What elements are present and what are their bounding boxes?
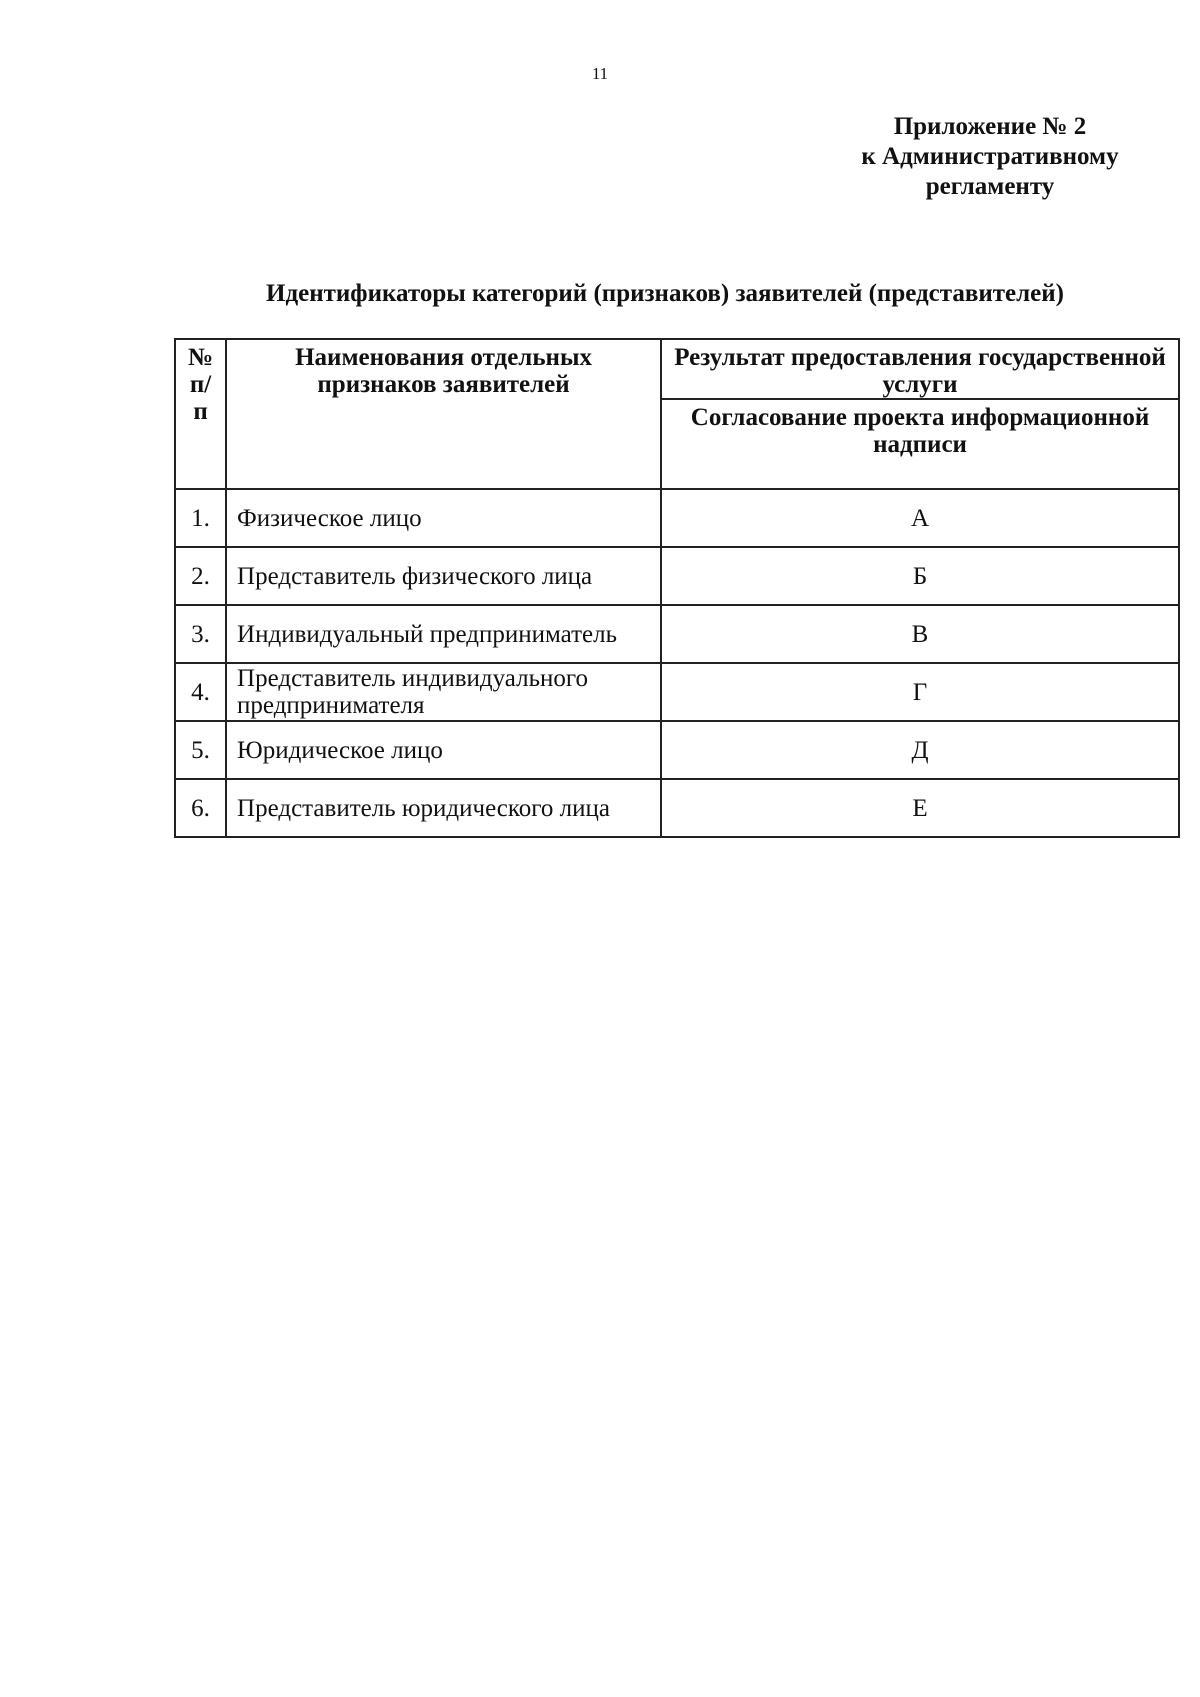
row-number: 6. bbox=[175, 779, 226, 837]
row-name: Представитель индивидуального предпринимателя bbox=[226, 663, 661, 721]
table-row bbox=[175, 489, 1179, 547]
header-result: Результат предоставления государственной услуги bbox=[661, 339, 1179, 399]
row-code: Д bbox=[661, 721, 1179, 779]
row-code: А bbox=[661, 489, 1179, 547]
header-result-sub: Согласование проекта информационной надписи bbox=[661, 399, 1179, 489]
table-row bbox=[175, 605, 1179, 663]
page-number: 11 bbox=[591, 64, 609, 83]
appendix-line-1: Приложение № 2 bbox=[893, 113, 1087, 140]
row-number: 2. bbox=[175, 547, 226, 605]
row-name: Представитель физического лица bbox=[226, 547, 661, 605]
table-row bbox=[175, 779, 1179, 837]
row-code: В bbox=[661, 605, 1179, 663]
row-number: 5. bbox=[175, 721, 226, 779]
header-number: № п/п bbox=[175, 339, 226, 489]
appendix-line-3: регламенту bbox=[925, 173, 1055, 200]
row-name: Индивидуальный предприниматель bbox=[226, 605, 661, 663]
row-name: Юридическое лицо bbox=[226, 721, 661, 779]
table-row bbox=[175, 663, 1179, 721]
appendix-header bbox=[840, 112, 1140, 202]
appendix-line-2: к Административному bbox=[861, 143, 1119, 170]
row-number: 4. bbox=[175, 663, 226, 721]
header-name: Наименования отдельных признаков заявителей bbox=[226, 339, 661, 489]
row-code: Б bbox=[661, 547, 1179, 605]
row-code: Е bbox=[661, 779, 1179, 837]
row-number: 3. bbox=[175, 605, 226, 663]
row-number: 1. bbox=[175, 489, 226, 547]
table-row bbox=[175, 721, 1179, 779]
table-header-row bbox=[175, 339, 1179, 399]
row-code: Г bbox=[661, 663, 1179, 721]
table-row bbox=[175, 547, 1179, 605]
document-title: Идентификаторы категорий (признаков) заявителей (представителей) bbox=[266, 280, 1064, 307]
row-name: Представитель юридического лица bbox=[226, 779, 661, 837]
row-name: Физическое лицо bbox=[226, 489, 661, 547]
identifiers-table bbox=[174, 338, 1180, 838]
